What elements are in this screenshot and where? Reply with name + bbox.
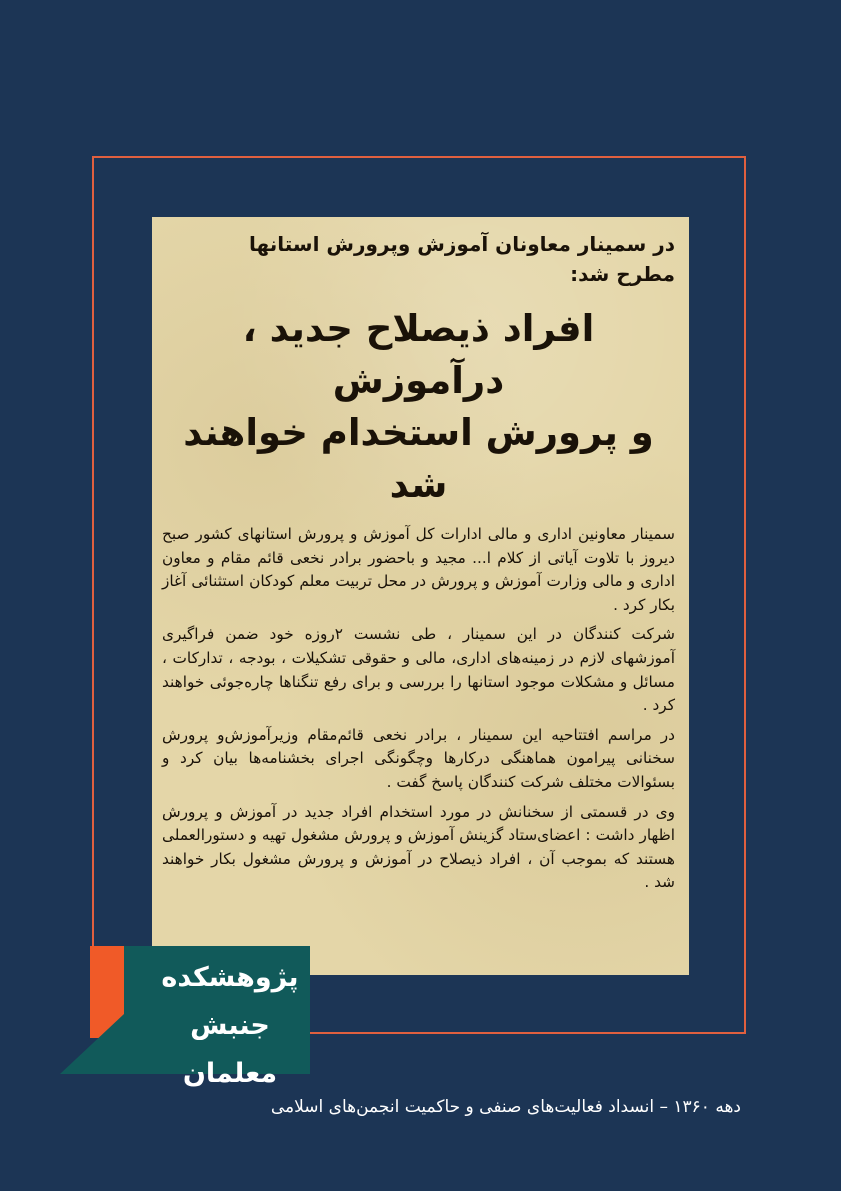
kicker-line: در سمینار معاونان آموزش وپرورش استانها [249,232,675,256]
newspaper-clipping [152,217,689,975]
kicker-line: مطرح شد: [570,262,675,286]
institute-logo [60,946,310,1089]
article-paragraph: سمینار معاونین اداری و مالی ادارات کل آموزش و پرورش استانهای کشور صبح دیروز با تلاوت آیاتی از کلام ا... مجید و باحضور برادر نخعی قائم مقام و معاون اداری و مالی وزارت آموزش و پرورش در محل تربیت معلم کودکان استثنائی آغاز بکار کرد . [162,525,675,614]
logo-line-movement: جنبش معلمان [182,1010,278,1089]
article-paragraph: وی در قسمتی از سخنانش در مورد استخدام افراد جدید در آموزش و پرورش اظهار داشت : اعضای‌ستاد گزینش آموزش و پرورش مشغول تهیه و دستورالعملی هستند که بموجب آن ، افراد ذیصلاح در آموزش و پرورش مشغول بکار خواهند شد . [162,802,675,892]
page-caption: دهه ۱۳۶۰ – انسداد فعالیت‌های صنفی و حاکمیت انجمن‌های اسلامی [270,1097,741,1117]
clipping-kicker [162,229,675,289]
logo-line-institute: پژوهشکده [161,962,299,993]
logo-text [155,954,305,1098]
clipping-headline [162,303,675,511]
article-paragraph: در مراسم افتتاحیه این سمینار ، برادر نخعی قائم‌مقام وزیرآموزش‌و پرورش سخنانی پیرامون هماهنگی درکارها وچگونگی اجرای بخشنامه‌ها بیان کرد و بسئوالات مختلف شرکت کنندگان پاسخ گفت . [162,725,675,791]
headline-line: افراد ذیصلاح جدید ، درآموزش [242,307,595,402]
article-paragraph: شرکت کنندگان در این سمینار ، طی نشست ۲روزه خود ضمن فراگیری آموزشهای لازم در زمینه‌های اداری، مالی و حقوقی تشکیلات ، بودجه ، تدارکات ، مسائل و مشکلات موجود استانها را بررسی و برای رفع تنگناها چاره‌جوئی خواهند کرد . [162,625,675,715]
headline-line: و پرورش استخدام خواهند شد [183,411,654,506]
